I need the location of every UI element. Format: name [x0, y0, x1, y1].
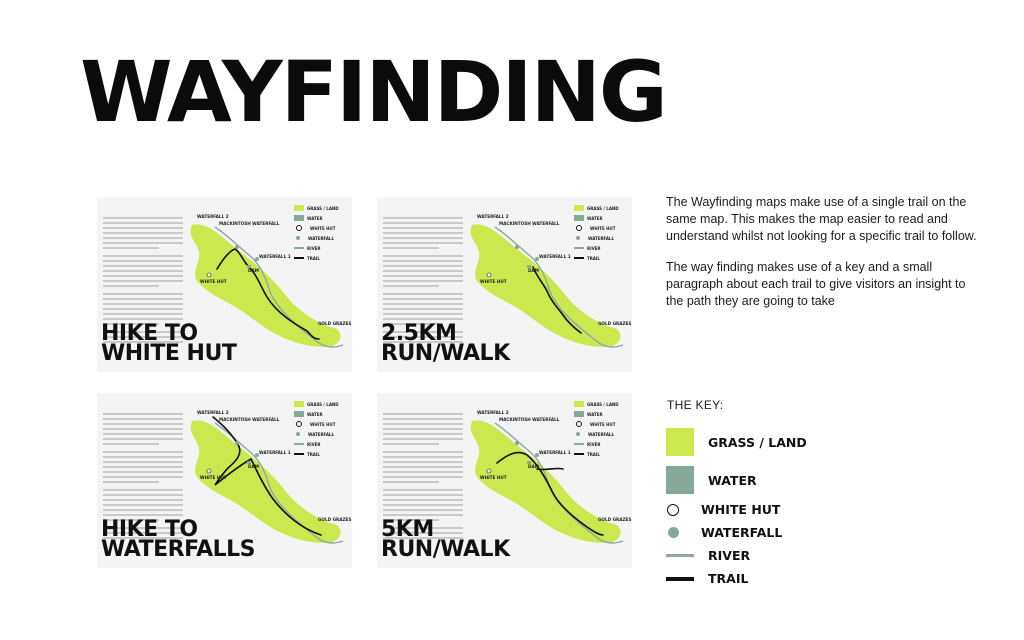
key-label: WATERFALL	[701, 525, 783, 540]
map-label-mackintosh: MACKINTOSH WATERFALL	[219, 417, 280, 422]
mini-key-row	[294, 203, 350, 213]
mini-key-label: GRASS / LAND	[587, 205, 619, 211]
mini-key-label: WHITE HUT	[310, 421, 336, 427]
panel-title-line-2: RUN/WALK	[381, 537, 510, 562]
river-line-icon	[666, 554, 694, 557]
mini-key-swatch	[574, 411, 584, 417]
map-label-waterfall-1: WATERFALL 1	[539, 254, 571, 259]
mini-key-swatch	[576, 225, 582, 231]
panel-title-line-1: HIKE TO	[101, 321, 198, 346]
key-item-white-hut	[666, 502, 780, 517]
trail-panel-2-5km	[377, 197, 632, 372]
map-label-trailhead: GOLD GRAZES	[318, 517, 352, 522]
key-label: TRAIL	[708, 571, 749, 586]
mini-key-label: WATERFALL	[588, 431, 615, 437]
map-label-waterfall-2: WATERFALL 2	[197, 410, 229, 415]
key-item-grass	[666, 428, 807, 456]
mini-key-swatch	[574, 215, 584, 221]
mini-key	[574, 399, 630, 459]
mini-key-swatch	[296, 421, 302, 427]
key-item-waterfall	[666, 525, 782, 540]
mini-key-row	[574, 213, 630, 223]
map-label-white-hut: WHITE HUT	[480, 475, 507, 480]
panel-title	[381, 321, 510, 366]
mini-key-label: TRAIL	[587, 451, 600, 457]
mini-key-row	[574, 399, 630, 409]
map-label-dam: DAM	[248, 464, 259, 469]
mini-key-row	[574, 203, 630, 213]
map-label-waterfall-2: WATERFALL 2	[477, 410, 509, 415]
waterfall-marker	[235, 245, 239, 249]
mini-key-swatch	[296, 432, 300, 436]
mini-key-swatch	[296, 225, 302, 231]
map-label-waterfall-1: WATERFALL 1	[259, 450, 291, 455]
mini-key-swatch	[294, 401, 304, 407]
map-label-dam: DAM	[528, 464, 539, 469]
key-title: THE KEY:	[667, 398, 724, 412]
mini-key-swatch	[574, 443, 584, 445]
panel-title-line-1: 2.5KM	[381, 321, 457, 346]
mini-key-swatch	[576, 432, 580, 436]
mini-key-row	[574, 233, 630, 243]
mini-key-label: RIVER	[587, 245, 601, 251]
mini-key-label: RIVER	[307, 441, 321, 447]
mini-key-label: RIVER	[307, 245, 321, 251]
white-hut-marker	[487, 273, 491, 277]
waterfall-marker	[515, 245, 519, 249]
description-paragraph-1: The Wayfinding maps make use of a single trail on the same map. This makes the map easier to read and understand whilst not looking for a specific trail to follow.	[666, 195, 977, 243]
map-label-mackintosh: MACKINTOSH WATERFALL	[499, 221, 560, 226]
mini-key-row	[574, 409, 630, 419]
map-label-white-hut: WHITE HUT	[200, 279, 227, 284]
panel-title-line-1: 5KM	[381, 517, 434, 542]
mini-key-row	[294, 409, 350, 419]
mini-key-swatch	[296, 236, 300, 240]
grass-land-swatch-icon	[666, 428, 694, 456]
white-hut-marker	[487, 469, 491, 473]
mini-key-swatch	[574, 453, 584, 455]
mini-key	[294, 203, 350, 263]
mini-key-row	[574, 449, 630, 459]
mini-key-label: WATERFALL	[308, 431, 335, 437]
key-label: RIVER	[708, 548, 751, 563]
mini-key-label: RIVER	[587, 441, 601, 447]
trail-panel-waterfalls	[97, 393, 352, 568]
mini-key-swatch	[294, 411, 304, 417]
mini-key-swatch	[576, 421, 582, 427]
waterfall-dot-icon	[668, 527, 679, 538]
mini-key-row	[294, 213, 350, 223]
mini-key-row	[294, 253, 350, 263]
key-label: GRASS / LAND	[708, 434, 807, 450]
mini-key-label: WATER	[307, 411, 323, 417]
map-label-dam: DAM	[248, 268, 259, 273]
waterfall-marker	[515, 441, 519, 445]
mini-key-swatch	[294, 443, 304, 445]
mini-key	[294, 399, 350, 459]
map-label-mackintosh: MACKINTOSH WATERFALL	[499, 417, 560, 422]
mini-key-swatch	[294, 247, 304, 249]
panel-title-line-2: RUN/WALK	[381, 341, 510, 366]
map-label-dam: DAM	[528, 268, 539, 273]
mini-key-label: WHITE HUT	[590, 421, 616, 427]
mini-key-row	[574, 223, 630, 233]
white-hut-circle-icon	[667, 504, 679, 516]
map-label-white-hut: WHITE HUT	[200, 475, 227, 480]
map-label-trailhead: GOLD GRAZES	[598, 517, 632, 522]
key-label: WATER	[708, 472, 757, 488]
page-title: WAYFINDING	[80, 43, 666, 141]
panel-title-line-2: WHITE HUT	[101, 341, 237, 366]
mini-key-row	[574, 419, 630, 429]
mini-key-row	[574, 243, 630, 253]
mini-key-swatch	[574, 401, 584, 407]
white-hut-marker	[207, 273, 211, 277]
mini-key-label: WHITE HUT	[590, 225, 616, 231]
mini-key-label: TRAIL	[307, 451, 320, 457]
mini-key-label: TRAIL	[307, 255, 320, 261]
panel-title	[101, 321, 237, 366]
mini-key-row	[294, 399, 350, 409]
mini-key-row	[294, 419, 350, 429]
map-label-waterfall-2: WATERFALL 2	[197, 214, 229, 219]
mini-key-label: GRASS / LAND	[587, 401, 619, 407]
mini-key-label: TRAIL	[587, 255, 600, 261]
map-label-waterfall-1: WATERFALL 1	[259, 254, 291, 259]
key-item-trail	[666, 571, 748, 586]
mini-key-swatch	[574, 205, 584, 211]
key-item-river	[666, 548, 750, 563]
panel-title	[101, 517, 255, 562]
map-label-trailhead: GOLD GRAZES	[598, 321, 632, 326]
key-label: WHITE HUT	[701, 502, 781, 517]
mini-key-row	[574, 253, 630, 263]
mini-key-row	[294, 449, 350, 459]
mini-key-row	[294, 223, 350, 233]
description	[666, 194, 986, 324]
mini-key-row	[294, 243, 350, 253]
mini-key-label: WATER	[587, 215, 603, 221]
mini-key-row	[294, 429, 350, 439]
map-label-waterfall-2: WATERFALL 2	[477, 214, 509, 219]
map-label-mackintosh: MACKINTOSH WATERFALL	[219, 221, 280, 226]
white-hut-marker	[207, 469, 211, 473]
mini-key-swatch	[294, 205, 304, 211]
mini-key-row	[574, 439, 630, 449]
mini-key-row	[294, 439, 350, 449]
map-label-trailhead: GOLD GRAZES	[318, 321, 352, 326]
mini-key-swatch	[294, 453, 304, 455]
panel-title	[381, 517, 510, 562]
mini-key-label: GRASS / LAND	[307, 401, 339, 407]
panel-title-line-2: WATERFALLS	[101, 537, 255, 562]
trail-panel-5km	[377, 393, 632, 568]
mini-key-swatch	[576, 236, 580, 240]
mini-key-label: GRASS / LAND	[307, 205, 339, 211]
waterfall-marker	[235, 441, 239, 445]
mini-key-swatch	[574, 247, 584, 249]
key-item-water	[666, 466, 757, 494]
map-label-waterfall-1: WATERFALL 1	[539, 450, 571, 455]
description-paragraph-2: The way finding makes use of a key and a small paragraph about each trail to give visitors an insight to the path they are going to take	[666, 260, 966, 308]
map-label-white-hut: WHITE HUT	[480, 279, 507, 284]
mini-key-swatch	[294, 215, 304, 221]
mini-key-label: WATERFALL	[588, 235, 615, 241]
mini-key-label: WATER	[587, 411, 603, 417]
mini-key-label: WATER	[307, 215, 323, 221]
panel-title-line-1: HIKE TO	[101, 517, 198, 542]
water-swatch-icon	[666, 466, 694, 494]
mini-key-swatch	[574, 257, 584, 259]
mini-key-label: WATERFALL	[308, 235, 335, 241]
mini-key	[574, 203, 630, 263]
mini-key-label: WHITE HUT	[310, 225, 336, 231]
mini-key-swatch	[294, 257, 304, 259]
mini-key-row	[294, 233, 350, 243]
mini-key-row	[574, 429, 630, 439]
trail-panel-white-hut	[97, 197, 352, 372]
trail-line-icon	[666, 577, 694, 581]
